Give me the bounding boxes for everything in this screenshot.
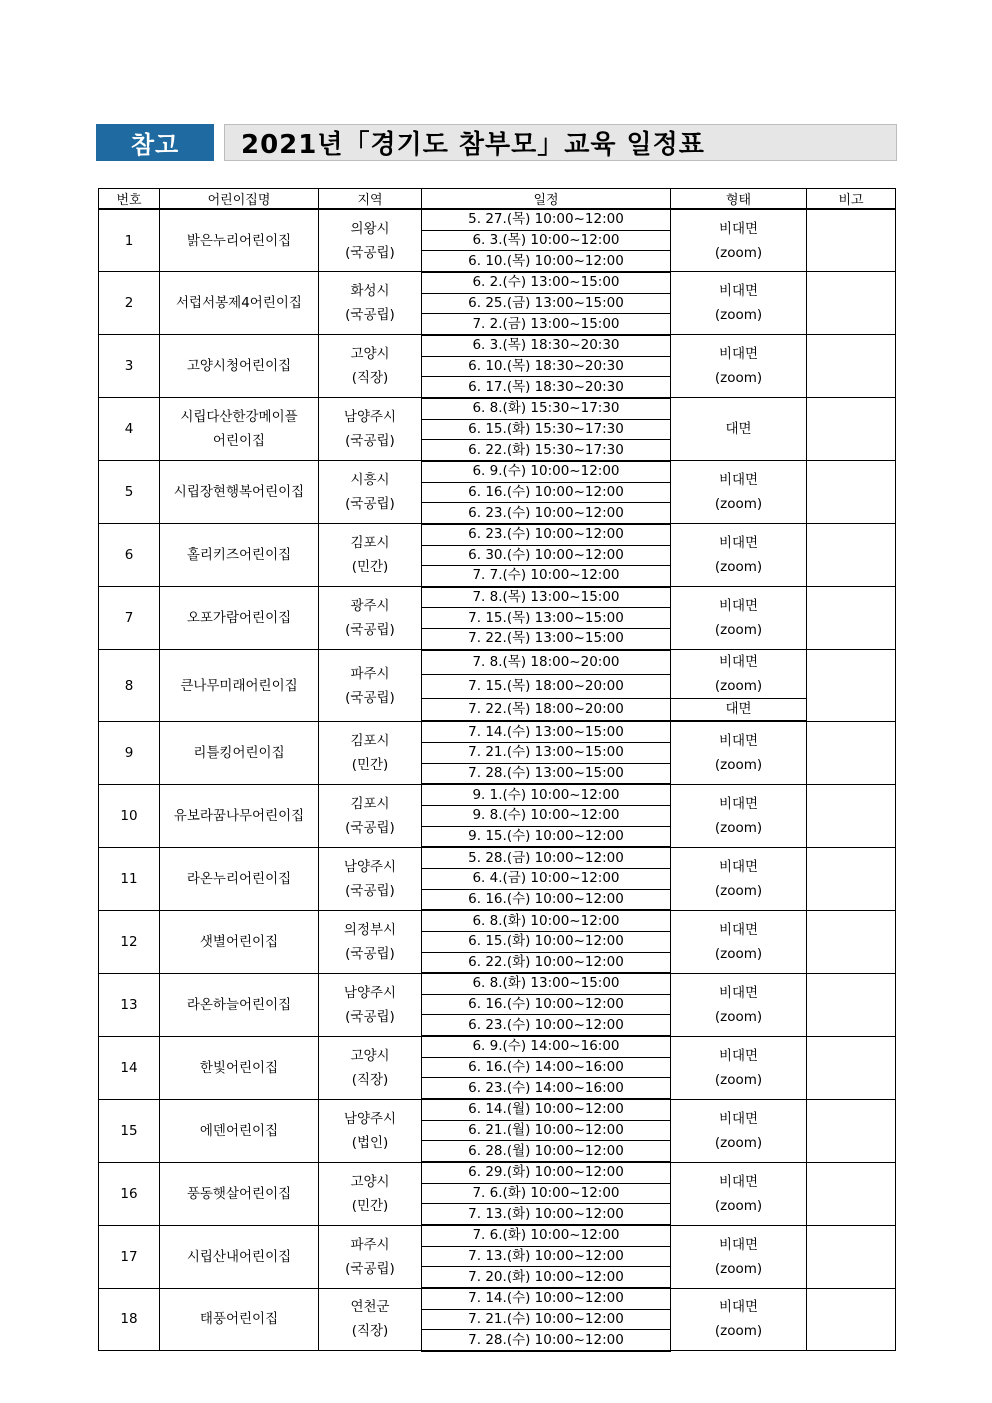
region-cell xyxy=(319,973,422,1036)
daycare-name-cell xyxy=(160,398,319,461)
table-row xyxy=(99,587,896,608)
session-type-cell: 대면 xyxy=(671,699,807,722)
row-number-cell: 8 xyxy=(99,650,160,722)
session-type-cell xyxy=(671,1162,807,1225)
region-cell xyxy=(319,398,422,461)
schedule-date-cell: 7. 7.(수) 10:00~12:00 xyxy=(422,566,671,587)
daycare-name-cell xyxy=(160,272,319,335)
session-type-line: (zoom) xyxy=(714,757,763,774)
session-type-line: (zoom) xyxy=(714,819,763,836)
row-number-cell: 14 xyxy=(99,1036,160,1099)
table-row xyxy=(99,1288,896,1309)
daycare-name-line: 고양시청어린이집 xyxy=(186,358,292,375)
schedule-date-cell: 7. 6.(화) 10:00~12:00 xyxy=(422,1225,671,1246)
session-type-line: 비대면 xyxy=(718,984,759,1001)
session-type-line: 비대면 xyxy=(718,598,759,615)
schedule-date-cell: 6. 16.(수) 10:00~12:00 xyxy=(422,482,671,503)
region-cell xyxy=(319,1162,422,1225)
daycare-name-line: 시립산내어린이집 xyxy=(186,1248,292,1265)
region-cell xyxy=(319,1225,422,1288)
schedule-date-cell: 6. 16.(수) 10:00~12:00 xyxy=(422,994,671,1015)
schedule-date-cell: 7. 21.(수) 13:00~15:00 xyxy=(422,742,671,763)
schedule-date-cell: 6. 3.(목) 18:30~20:30 xyxy=(422,335,671,356)
region-line: (국공립) xyxy=(345,496,395,513)
daycare-name-line: 오포가람어린이집 xyxy=(186,610,292,627)
daycare-name-line: 밝은누리어린이집 xyxy=(186,232,292,249)
region-line: (직장) xyxy=(351,1071,389,1088)
row-number-cell: 13 xyxy=(99,973,160,1036)
daycare-name-cell xyxy=(160,847,319,910)
schedule-date-cell: 5. 28.(금) 10:00~12:00 xyxy=(422,847,671,868)
schedule-date-cell: 7. 8.(목) 13:00~15:00 xyxy=(422,587,671,608)
session-type-line: 비대면 xyxy=(718,535,759,552)
region-line: 파주시 xyxy=(350,665,390,682)
document-header xyxy=(96,124,897,161)
region-cell xyxy=(319,461,422,524)
row-number-cell: 17 xyxy=(99,1225,160,1288)
note-cell xyxy=(807,398,896,461)
daycare-name-cell xyxy=(160,587,319,650)
session-type-line: (zoom) xyxy=(714,678,763,695)
daycare-name-line: 리틀킹어린이집 xyxy=(193,744,285,761)
session-type-line: (zoom) xyxy=(714,1197,763,1214)
schedule-date-cell: 6. 9.(수) 14:00~16:00 xyxy=(422,1036,671,1057)
schedule-date-cell: 6. 17.(목) 18:30~20:30 xyxy=(422,377,671,398)
note-cell xyxy=(807,524,896,587)
daycare-name-cell xyxy=(160,973,319,1036)
table-row xyxy=(99,1162,896,1183)
schedule-date-cell: 6. 25.(금) 13:00~15:00 xyxy=(422,293,671,314)
note-cell xyxy=(807,721,896,784)
region-line: (국공립) xyxy=(345,244,395,261)
region-line: (국공립) xyxy=(345,433,395,450)
schedule-date-cell: 7. 2.(금) 13:00~15:00 xyxy=(422,314,671,335)
region-line: (국공립) xyxy=(345,622,395,639)
schedule-date-cell: 7. 22.(목) 18:00~20:00 xyxy=(422,699,671,722)
session-type-line: (zoom) xyxy=(714,559,763,576)
region-cell xyxy=(319,587,422,650)
region-line: 연천군 xyxy=(350,1299,390,1316)
daycare-name-line: 에덴어린이집 xyxy=(199,1122,279,1139)
region-line: 남양주시 xyxy=(343,1110,397,1127)
daycare-name-line: 시립장현행복어린이집 xyxy=(173,484,305,501)
daycare-name-cell xyxy=(160,910,319,973)
session-type-line: 비대면 xyxy=(718,1299,759,1316)
row-number-cell: 1 xyxy=(99,209,160,272)
table-row xyxy=(99,524,896,545)
region-line: 의정부시 xyxy=(343,921,397,938)
session-type-line: (zoom) xyxy=(714,622,763,639)
schedule-table xyxy=(98,188,896,1352)
daycare-name-line: 풍동햇살어린이집 xyxy=(186,1185,292,1202)
schedule-date-cell: 6. 15.(화) 10:00~12:00 xyxy=(422,931,671,952)
table-row xyxy=(99,910,896,931)
schedule-date-cell: 6. 9.(수) 10:00~12:00 xyxy=(422,461,671,482)
schedule-date-cell: 7. 28.(수) 13:00~15:00 xyxy=(422,763,671,784)
session-type-cell xyxy=(671,461,807,524)
daycare-name-cell xyxy=(160,721,319,784)
schedule-date-cell: 6. 8.(화) 13:00~15:00 xyxy=(422,973,671,994)
reference-badge: 참고 xyxy=(96,124,214,161)
daycare-name-line: 큰나무미래어린이집 xyxy=(180,677,298,694)
region-line: (국공립) xyxy=(345,945,395,962)
daycare-name-line: 샛별어린이집 xyxy=(199,933,279,950)
daycare-name-cell xyxy=(160,1225,319,1288)
note-cell xyxy=(807,1225,896,1288)
region-cell xyxy=(319,784,422,847)
daycare-name-cell xyxy=(160,1288,319,1351)
schedule-date-cell: 6. 29.(화) 10:00~12:00 xyxy=(422,1162,671,1183)
header-note: 비고 xyxy=(807,189,896,210)
session-type-line: 비대면 xyxy=(718,921,759,938)
region-cell xyxy=(319,272,422,335)
region-line: 의왕시 xyxy=(350,220,390,237)
session-type-line: (zoom) xyxy=(714,244,763,261)
session-type-line: 비대면 xyxy=(718,733,759,750)
daycare-name-line: 태풍어린이집 xyxy=(199,1311,279,1328)
region-cell xyxy=(319,650,422,722)
header-schedule: 일정 xyxy=(422,189,671,210)
daycare-name-cell xyxy=(160,335,319,398)
schedule-date-cell: 6. 8.(화) 10:00~12:00 xyxy=(422,910,671,931)
region-line: 고양시 xyxy=(350,346,390,363)
region-line: (국공립) xyxy=(345,307,395,324)
note-cell xyxy=(807,587,896,650)
row-number-cell: 2 xyxy=(99,272,160,335)
row-number-cell: 9 xyxy=(99,721,160,784)
table-row xyxy=(99,209,896,230)
schedule-date-cell: 6. 15.(화) 15:30~17:30 xyxy=(422,419,671,440)
region-cell xyxy=(319,1099,422,1162)
row-number-cell: 4 xyxy=(99,398,160,461)
daycare-name-cell xyxy=(160,784,319,847)
region-line: 고양시 xyxy=(350,1047,390,1064)
daycare-name-cell xyxy=(160,1162,319,1225)
session-type-line: 비대면 xyxy=(718,858,759,875)
table-header-row xyxy=(99,189,896,210)
schedule-date-cell: 6. 23.(수) 10:00~12:00 xyxy=(422,524,671,545)
session-type-line: (zoom) xyxy=(714,1134,763,1151)
note-cell xyxy=(807,209,896,272)
daycare-name-line: 홀리키즈어린이집 xyxy=(186,547,292,564)
session-type-cell xyxy=(671,1036,807,1099)
session-type-cell xyxy=(671,524,807,587)
title-box xyxy=(224,124,897,161)
region-line: 화성시 xyxy=(350,283,390,300)
session-type-cell xyxy=(671,721,807,784)
session-type-line: (zoom) xyxy=(714,1323,763,1340)
session-type-line: 비대면 xyxy=(718,654,759,671)
table-row xyxy=(99,847,896,868)
schedule-date-cell: 6. 16.(수) 10:00~12:00 xyxy=(422,889,671,910)
region-line: (직장) xyxy=(351,370,389,387)
schedule-date-cell: 7. 28.(수) 10:00~12:00 xyxy=(422,1330,671,1351)
header-region: 지역 xyxy=(319,189,422,210)
session-type-line: (zoom) xyxy=(714,370,763,387)
daycare-name-line: 한빛어린이집 xyxy=(199,1059,279,1076)
daycare-name-line: 어린이집 xyxy=(212,433,266,450)
session-type-cell xyxy=(671,209,807,272)
header-daycare-name: 어린이집명 xyxy=(160,189,319,210)
header-type: 형태 xyxy=(671,189,807,210)
session-type-line: 비대면 xyxy=(718,1110,759,1127)
region-line: (법인) xyxy=(351,1134,389,1151)
schedule-date-cell: 7. 14.(수) 13:00~15:00 xyxy=(422,721,671,742)
row-number-cell: 12 xyxy=(99,910,160,973)
schedule-date-cell: 5. 27.(목) 10:00~12:00 xyxy=(422,209,671,230)
schedule-date-cell: 9. 8.(수) 10:00~12:00 xyxy=(422,805,671,826)
table-row xyxy=(99,973,896,994)
row-number-cell: 10 xyxy=(99,784,160,847)
daycare-name-cell xyxy=(160,1099,319,1162)
row-number-cell: 6 xyxy=(99,524,160,587)
region-cell xyxy=(319,847,422,910)
note-cell xyxy=(807,847,896,910)
schedule-date-cell: 7. 13.(화) 10:00~12:00 xyxy=(422,1204,671,1225)
schedule-date-cell: 6. 2.(수) 13:00~15:00 xyxy=(422,272,671,293)
schedule-date-cell: 6. 30.(수) 10:00~12:00 xyxy=(422,545,671,566)
row-number-cell: 11 xyxy=(99,847,160,910)
table-row xyxy=(99,272,896,293)
note-cell xyxy=(807,1099,896,1162)
region-cell xyxy=(319,1288,422,1351)
session-type-line: 비대면 xyxy=(718,795,759,812)
session-type-line: (zoom) xyxy=(714,945,763,962)
schedule-date-cell: 6. 28.(월) 10:00~12:00 xyxy=(422,1141,671,1162)
region-line: (국공립) xyxy=(345,1008,395,1025)
session-type-cell xyxy=(671,847,807,910)
table-row xyxy=(99,650,896,675)
session-type-cell xyxy=(671,272,807,335)
region-cell xyxy=(319,524,422,587)
session-type-line: (zoom) xyxy=(714,882,763,899)
note-cell xyxy=(807,973,896,1036)
schedule-date-cell: 6. 22.(화) 15:30~17:30 xyxy=(422,440,671,461)
session-type-cell xyxy=(671,335,807,398)
schedule-date-cell: 7. 15.(목) 18:00~20:00 xyxy=(422,675,671,699)
session-type-line: 대면 xyxy=(725,421,752,438)
session-type-cell xyxy=(671,650,807,699)
schedule-date-cell: 7. 22.(목) 13:00~15:00 xyxy=(422,629,671,650)
region-line: 김포시 xyxy=(350,795,390,812)
region-line: 김포시 xyxy=(350,732,390,749)
table-row xyxy=(99,461,896,482)
schedule-date-cell: 9. 15.(수) 10:00~12:00 xyxy=(422,826,671,847)
session-type-cell xyxy=(671,1288,807,1351)
session-type-line: 비대면 xyxy=(718,1236,759,1253)
session-type-cell xyxy=(671,1225,807,1288)
session-type-line: 비대면 xyxy=(718,220,759,237)
daycare-name-line: 시립다산한강메이플 xyxy=(180,409,298,426)
daycare-name-cell xyxy=(160,524,319,587)
schedule-date-cell: 6. 22.(화) 10:00~12:00 xyxy=(422,952,671,973)
schedule-date-cell: 7. 21.(수) 10:00~12:00 xyxy=(422,1309,671,1330)
note-cell xyxy=(807,1288,896,1351)
schedule-date-cell: 6. 8.(화) 15:30~17:30 xyxy=(422,398,671,419)
row-number-cell: 18 xyxy=(99,1288,160,1351)
region-line: 파주시 xyxy=(350,1236,390,1253)
row-number-cell: 7 xyxy=(99,587,160,650)
note-cell xyxy=(807,335,896,398)
session-type-line: (zoom) xyxy=(714,496,763,513)
schedule-date-cell: 6. 23.(수) 10:00~12:00 xyxy=(422,503,671,524)
session-type-cell xyxy=(671,784,807,847)
note-cell xyxy=(807,272,896,335)
region-line: 남양주시 xyxy=(343,984,397,1001)
daycare-name-line: 유보라꿈나무어린이집 xyxy=(173,807,305,824)
session-type-line: 비대면 xyxy=(718,283,759,300)
session-type-line: (zoom) xyxy=(714,1071,763,1088)
schedule-date-cell: 7. 13.(화) 10:00~12:00 xyxy=(422,1246,671,1267)
session-type-line: (zoom) xyxy=(714,1260,763,1277)
region-cell xyxy=(319,1036,422,1099)
header-no: 번호 xyxy=(99,189,160,210)
row-number-cell: 15 xyxy=(99,1099,160,1162)
table-row xyxy=(99,1036,896,1057)
daycare-name-cell xyxy=(160,209,319,272)
row-number-cell: 3 xyxy=(99,335,160,398)
schedule-date-cell: 6. 21.(월) 10:00~12:00 xyxy=(422,1120,671,1141)
note-cell xyxy=(807,784,896,847)
table-row xyxy=(99,1099,896,1120)
region-line: (직장) xyxy=(351,1323,389,1340)
session-type-cell xyxy=(671,1099,807,1162)
schedule-date-cell: 9. 1.(수) 10:00~12:00 xyxy=(422,784,671,805)
schedule-date-cell: 6. 23.(수) 10:00~12:00 xyxy=(422,1015,671,1036)
note-cell xyxy=(807,910,896,973)
schedule-date-cell: 6. 4.(금) 10:00~12:00 xyxy=(422,868,671,889)
row-number-cell: 16 xyxy=(99,1162,160,1225)
schedule-date-cell: 7. 20.(화) 10:00~12:00 xyxy=(422,1267,671,1288)
region-line: (국공립) xyxy=(345,882,395,899)
region-cell xyxy=(319,910,422,973)
schedule-date-cell: 6. 16.(수) 14:00~16:00 xyxy=(422,1057,671,1078)
schedule-date-cell: 7. 6.(화) 10:00~12:00 xyxy=(422,1183,671,1204)
table-row xyxy=(99,784,896,805)
region-line: 남양주시 xyxy=(343,409,397,426)
table-row xyxy=(99,398,896,419)
note-cell xyxy=(807,1036,896,1099)
daycare-name-line: 서럽서봉제4어린이집 xyxy=(176,295,302,312)
session-type-line: 비대면 xyxy=(718,1173,759,1190)
session-type-line: 비대면 xyxy=(718,472,759,489)
daycare-name-cell xyxy=(160,1036,319,1099)
schedule-date-cell: 6. 23.(수) 14:00~16:00 xyxy=(422,1078,671,1099)
table-row xyxy=(99,721,896,742)
note-cell xyxy=(807,461,896,524)
note-cell xyxy=(807,650,896,722)
schedule-date-cell: 7. 15.(목) 13:00~15:00 xyxy=(422,608,671,629)
schedule-date-cell: 6. 10.(목) 10:00~12:00 xyxy=(422,251,671,272)
region-line: (민간) xyxy=(351,559,389,576)
session-type-cell xyxy=(671,973,807,1036)
session-type-line: 비대면 xyxy=(718,1047,759,1064)
region-cell xyxy=(319,209,422,272)
session-type-cell xyxy=(671,910,807,973)
region-line: 고양시 xyxy=(350,1173,390,1190)
table-body xyxy=(99,209,896,1351)
schedule-date-cell: 7. 14.(수) 10:00~12:00 xyxy=(422,1288,671,1309)
table-row xyxy=(99,1225,896,1246)
session-type-line: (zoom) xyxy=(714,1008,763,1025)
session-type-cell xyxy=(671,398,807,461)
daycare-name-cell xyxy=(160,650,319,722)
region-line: 광주시 xyxy=(350,598,390,615)
row-number-cell: 5 xyxy=(99,461,160,524)
region-line: 시흥시 xyxy=(350,472,390,489)
region-line: 김포시 xyxy=(350,535,390,552)
schedule-date-cell: 6. 3.(목) 10:00~12:00 xyxy=(422,230,671,251)
session-type-line: (zoom) xyxy=(714,307,763,324)
session-type-cell xyxy=(671,587,807,650)
region-cell xyxy=(319,721,422,784)
region-line: (민간) xyxy=(351,756,389,773)
note-cell xyxy=(807,1162,896,1225)
page-title: 2021년「경기도 참부모」교육 일정표 xyxy=(241,130,705,160)
daycare-name-line: 라온하늘어린이집 xyxy=(186,996,292,1013)
region-line: 남양주시 xyxy=(343,858,397,875)
session-type-line: 비대면 xyxy=(718,346,759,363)
schedule-date-cell: 6. 14.(월) 10:00~12:00 xyxy=(422,1099,671,1120)
table-row xyxy=(99,335,896,356)
region-line: (국공립) xyxy=(345,819,395,836)
region-line: (국공립) xyxy=(345,689,395,706)
daycare-name-line: 라온누리어린이집 xyxy=(186,870,292,887)
schedule-date-cell: 7. 8.(목) 18:00~20:00 xyxy=(422,650,671,675)
region-line: (민간) xyxy=(351,1197,389,1214)
daycare-name-cell xyxy=(160,461,319,524)
region-cell xyxy=(319,335,422,398)
schedule-date-cell: 6. 10.(목) 18:30~20:30 xyxy=(422,356,671,377)
region-line: (국공립) xyxy=(345,1260,395,1277)
